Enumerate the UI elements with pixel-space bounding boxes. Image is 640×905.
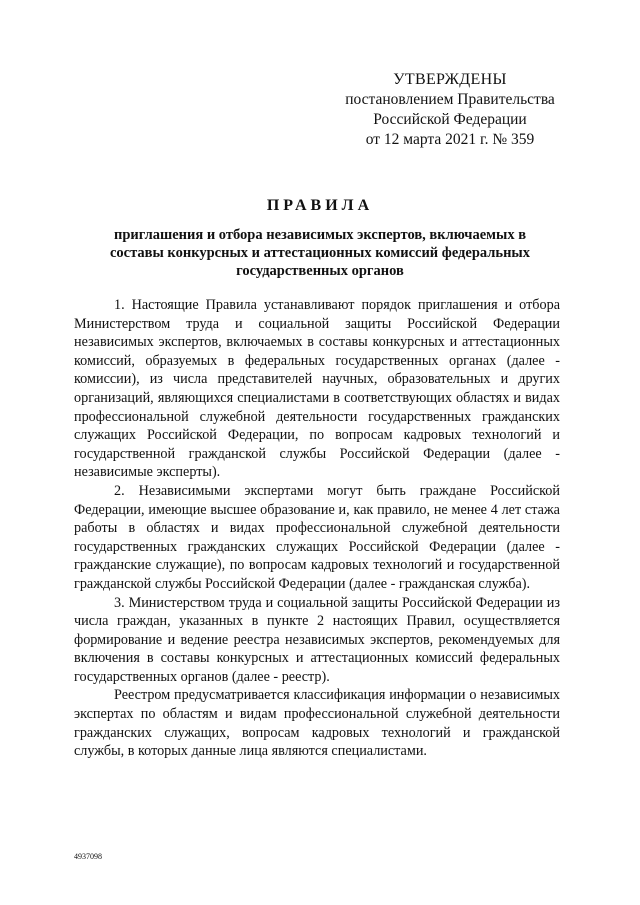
approval-block [330, 70, 570, 150]
document-body [74, 296, 560, 761]
document-title: ПРАВИЛА [266, 197, 374, 214]
approval-line-2: Российской Федерации [373, 111, 527, 128]
document-number: 4937098 [74, 852, 102, 861]
approval-heading: УТВЕРЖДЕНЫ [393, 71, 507, 88]
document-subtitle: приглашения и отбора независимых экспертов, включаемых в составы конкурсных и аттестационных комиссий федеральных государственных органов [109, 227, 531, 279]
approval-line-1: постановлением Правительства [345, 91, 555, 108]
paragraph-1: 1. Настоящие Правила устанавливают порядок приглашения и отбора Министерством труда и социальной защиты Российской Федерации независимых экспертов, включаемых в составы конкурсных и аттестационных комиссий, образуемых в федеральных государственных органах (далее - комиссии), из числа представителей научных, образовательных и других организаций, являющихся специалистами в соответствующих областях и видах профессиональной служебной деятельности государственных гражданских служащих Российской Федерации, по вопросам кадровых технологий и государственной гражданской службы Российской Федерации (далее - независимые эксперты). [74, 297, 560, 481]
paragraph-3: 3. Министерством труда и социальной защиты Российской Федерации из числа граждан, указанных в пункте 2 настоящих Правил, осуществляется формирование и ведение реестра независимых экспертов, рекомендуемых для включения в составы конкурсных и аттестационных комиссий федеральных государственных органов (далее - реестр). [74, 594, 560, 685]
paragraph-4: Реестром предусматривается классификация информации о независимых экспертах по областям и видам профессиональной служебной деятельности гражданских служащих, вопросам кадровых технологий и гражданской службы, в которых данные лица являются специалистами. [74, 687, 560, 760]
approval-line-3: от 12 марта 2021 г. № 359 [365, 131, 535, 148]
paragraph-2: 2. Независимыми экспертами могут быть граждане Российской Федерации, имеющие высшее образование и, как правило, не менее 4 лет стажа работы в областях и видах профессиональной служебной деятельности государственных гражданских служащих Российской Федерации (далее - гражданские служащие), по вопросам кадровых технологий и государственной гражданской службы Российской Федерации (далее - гражданская служба). [74, 482, 560, 592]
